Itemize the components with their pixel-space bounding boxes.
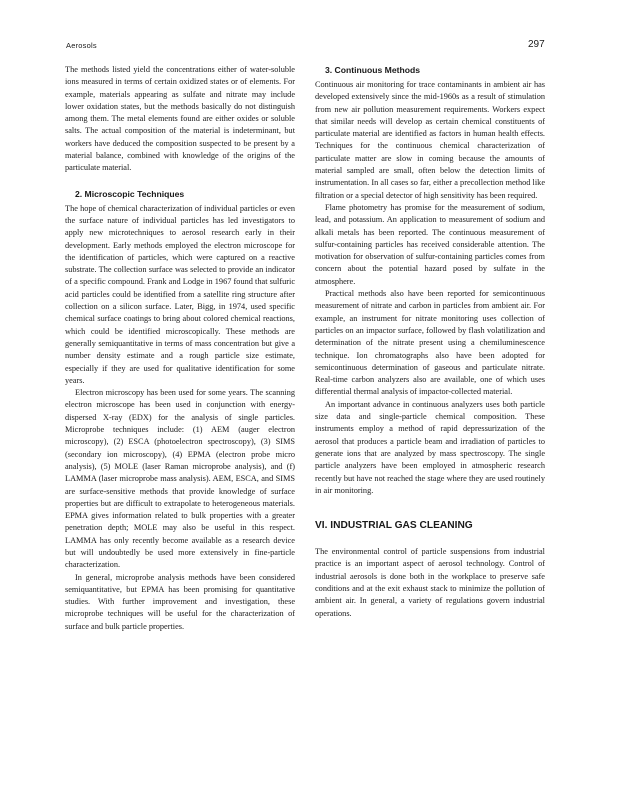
- right-column: [315, 64, 545, 620]
- left-paragraph-3: Electron microscopy has been used for some years. The scanning electron microscope has been used in conjunction with energy-dispersed X-ray (EDX) for the analysis of single particles. Microprobe techniques include: (1) AEM (auger electron microscopy), (2) ESCA (photoelectron spectroscopy), (3) SIMS (secondary ion microscopy), (4) EPMA (electron probe micro analysis), (5) MOLE (laser Raman microprobe analysis), and (f) LAMMA (laser microprobe mass analysis). AEM, ESCA, and SIMS are surface-sensitive methods that provide knowledge of surface properties but are difficult to extrapolate to heterogeneous materials. EPMA gives information related to bulk properties with a greater penetration depth; MOLE may also be useful in this respect. LAMMA has only recently become available as a research device but will undoubtedly be used more extensively in fine-particle characterization.: [65, 388, 295, 570]
- right-paragraph-2: Flame photometry has promise for the measurement of sodium, lead, and potassium. An application to measurement of sodium and alkali metals has been reported. The continuous measurement of sulfur-containing particles has received considerable attention. The motivation for observation of sulfur-containing particles comes from concern about the potential hazard posed by sulfate in the atmosphere.: [315, 202, 545, 286]
- page-number: 297: [528, 39, 545, 50]
- left-paragraph-1: The methods listed yield the concentrations either of water-soluble ions measured in terms of certain oxidized states or of elements. For example, materials appearing as sulfate and nitrate may include lower oxidation states, but the methods basically do not distinguish among them. The metal elements found are either oxides or soluble salts. The actual composition of the material is indeterminant, but workers have deduced the composition suspected to be present by a material balance, combined with knowledge of the origins of the particulate material.: [65, 65, 295, 173]
- right-paragraph-1: Continuous air monitoring for trace contaminants in ambient air has developed extensively since the mid-1960s as a result of stimulation from new air pollution measurement requirements. Workers expect that similar needs will develop as certain chemical constituents of particulate material are identified as factors in human health effects. Techniques for the continuous chemical characterization of particulate matter are slow in coming because the amounts of material sampled are small, often below the detection limits of instrumentation. In all cases so far, either a precollection method like filtration or a special detector of high sensitivity has been required.: [315, 80, 545, 200]
- subsection-heading-continuous: 3. Continuous Methods: [325, 65, 421, 75]
- right-paragraph-5: The environmental control of particle suspensions from industrial practice is an important aspect of aerosol technology. Control of industrial aerosols is done both in the workplace to preserve safe conditions and at the exit exhaust stack to minimize the pollution of ambient air. In general, a variety of regulations govern industrial operations.: [315, 547, 545, 618]
- left-paragraph-4: In general, microprobe analysis methods have been considered semiquantitative, but EPMA has been promising for quantitative studies. With further improvement and investigation, these microprobe techniques will be useful for the characterization of surface and bulk particle properties.: [65, 572, 295, 631]
- section-heading-industrial-gas-cleaning: VI. INDUSTRIAL GAS CLEANING: [315, 520, 473, 532]
- right-paragraph-4: An important advance in continuous analyzers uses both particle size data and single-particle chemical composition. These instruments employ a method of rapid depressurization of the aerosol that produces a particle beam and irradiation of particles to generate ions that are analyzed by mass spectroscopy. The single particle analyzers have been employed in atmospheric research recently but have not reached the stage where they are used routinely in air monitoring.: [315, 399, 545, 495]
- running-head: Aerosols: [66, 41, 97, 50]
- right-paragraph-3: Practical methods also have been reported for semicontinuous measurement of nitrate and carbon in particles from ambient air. For example, an instrument for nitrate monitoring uses collection of particles on an impactor surface, followed by flash volatilization and determination of the nitrate present using a chemiluminescence technique. Ion chromatographs also have been adopted for semicontinuous determination of gaseous and particulate nitrate. Real-time carbon analyzers also are available, one of which uses differential thermal analysis of impactor-collected material.: [315, 289, 545, 397]
- subsection-heading-microscopic: 2. Microscopic Techniques: [75, 188, 185, 199]
- left-paragraph-2: The hope of chemical characterization of individual particles or even the surface nature of individual particles has led investigators to apply new microtechniques to aerosol research early in their development. Early methods employed the electron microscope for the identification of particles, which were captured on a reactive substrate. The collection surface was selected to provide an indicator of a specific compound. Frank and Lodge in 1967 found that sulfuric acid particles could be identified from a satellite ring structure after collection on a silicon surface. Later, Bigg, in 1974, used specific chemical surface coatings to bring about colored chemical reactions, which could be identified microscopically. These methods are generally semiquantitative in terms of mass concentration but give a number density estimate and a rough particle size estimate, especially if they are used for qualitative identification for some years.: [65, 203, 295, 385]
- left-column: [65, 64, 295, 633]
